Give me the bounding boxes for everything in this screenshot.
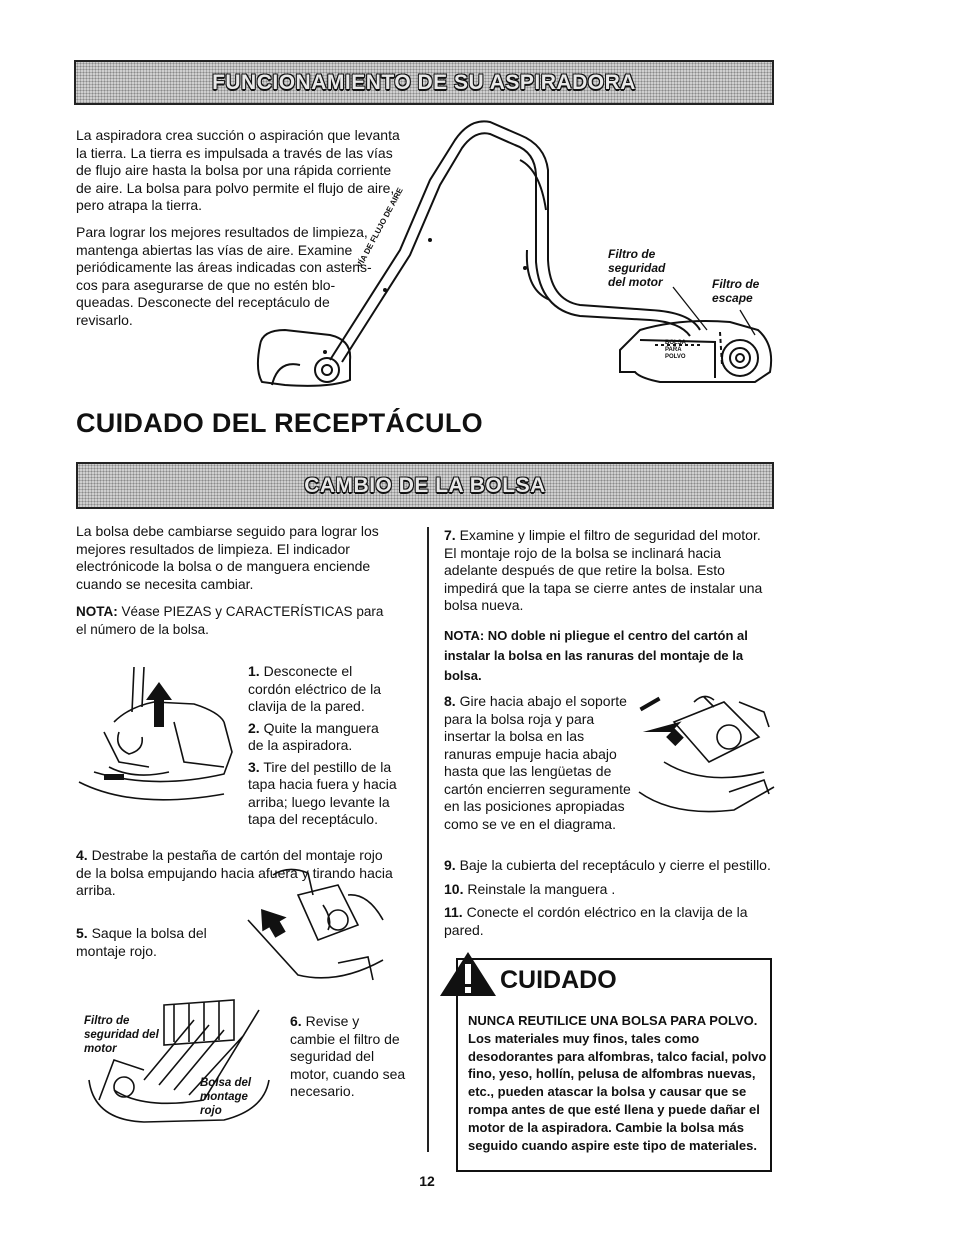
note-label: NOTA: [76, 604, 118, 619]
step-6 [290, 1013, 408, 1101]
step-5-text [76, 925, 216, 960]
steps-1-3 [248, 663, 398, 839]
step-5 [76, 925, 216, 960]
lid-lift-illustration [74, 662, 244, 822]
vacuum-illustration [0, 0, 954, 400]
step-number: 10. [444, 880, 464, 897]
step-10 [444, 881, 774, 899]
left-intro-text: La bolsa debe cambiarse seguido para lograr los mejores resultados de limpieza. El indicador electrónicode la bolsa o de manguera enciende cuando se necesita cambiar. [76, 523, 379, 592]
step-number: 5. [76, 925, 88, 941]
step-text: Desconecte el cordón eléctrico de la clavija de la pared. [248, 663, 382, 714]
step-8 [444, 693, 634, 833]
step-text: Saque la bolsa del montaje rojo. [76, 925, 207, 959]
step-number: 11. [444, 904, 463, 920]
note-pieces [76, 603, 391, 638]
step-9 [444, 857, 774, 875]
step-number: 3. [248, 758, 260, 775]
step-number: 4. [76, 847, 88, 863]
step-7-text [444, 527, 769, 615]
step-text: Examine y limpie el filtro de seguridad del motor. El montaje rojo de la bolsa se inclinará hacia adelante después de que retire la bolsa. Esto impedirá que la tapa se cierre antes de instalar una bolsa nueva. [444, 527, 763, 613]
step-8-text [444, 693, 634, 833]
step-text: Revise y cambie el filtro de seguridad del motor, cuando sea necesario. [290, 1013, 406, 1099]
step-text: Reinstale la manguera . [463, 880, 616, 897]
motor-filter-label: Filtro de seguridad del motor [608, 247, 666, 289]
intro-paragraph-2: Para lograr los mejores resultados de limpieza, mantenga abiertas las vías de aire. Examine periódicamente las áreas indicadas con asteris- cos para asegurarse de que no estén blo- queadas. Desconecte del receptáculo de revisarlo. [76, 224, 372, 328]
exhaust-filter-label: Filtro de escape [712, 277, 760, 305]
caution-title: CUIDADO [500, 966, 617, 994]
step-text: Tire del pestillo de la tapa hacia fuera y hacia arriba; luego levante la tapa del receptáculo. [248, 758, 397, 827]
fig-bag-mount-label: Bolsa del montage rojo [200, 1077, 252, 1117]
step-text: Quite la manguera de la aspiradora. [248, 719, 379, 753]
note-text: Véase PIEZAS y CARACTERÍSTICAS para el número de la bolsa. [76, 604, 384, 637]
banner-title: CAMBIO DE LA BOLSA [304, 473, 546, 497]
step-1 [248, 663, 398, 716]
step-number: 1. [248, 663, 260, 679]
bag-tab-illustration [238, 865, 388, 990]
step-number: 6. [290, 1013, 302, 1029]
step-6-text [290, 1013, 408, 1101]
step-11 [444, 904, 774, 939]
section-banner-bag-change [76, 462, 774, 509]
intro-paragraph-1: La aspiradora crea succión o aspiración que levanta la tierra. La tierra es impulsada a través de las vías de flujo aire hasta la bolsa por una rápida corriente de aire. La bolsa para polvo permite el flujo de aire, pero atrapa la tierra. [76, 127, 400, 213]
step-3 [248, 759, 398, 829]
column-divider [427, 527, 429, 1152]
step-2 [248, 720, 398, 755]
bag-insert-illustration [634, 692, 779, 817]
fig-motor-filter-label: Filtro de seguridad del motor [84, 1015, 159, 1055]
steps-9-11 [444, 857, 774, 949]
banner-title: FUNCIONAMIENTO DE SU ASPIRADORA [212, 70, 636, 94]
note-fold: NOTA: NO doble ni pliegue el centro del cartón al instalar la bolsa en las ranuras del montaje de la bolsa. [444, 628, 748, 683]
page-heading: CUIDADO DEL RECEPTÁCULO [76, 408, 483, 438]
step-number: 8. [444, 693, 456, 709]
step-number: 2. [248, 719, 260, 736]
step-number: 9. [444, 857, 456, 873]
left-intro [76, 523, 391, 648]
page-number: 12 [419, 1173, 435, 1189]
hose-flow-text: VÍA DE FLUJO DE AIRE [355, 186, 405, 270]
step-text: Conecte el cordón eléctrico en la clavija de la pared. [444, 904, 748, 938]
step-number: 7. [444, 527, 456, 543]
caution-text: NUNCA REUTILICE UNA BOLSA PARA POLVO. Los materiales muy finos, tales como desodorantes para alfombras, talco facial, polvo fino, yeso, hollín, pelusa de alfombras nuevas, etc., pueden atascar la bolsa y causar que se rompa antes de que esté llena y puede dañar el motor de la aspiradora. Cambie la bolsa más seguido cuando aspire este tipo de materiales. [468, 1013, 767, 1153]
step-text: Baje la cubierta del receptáculo y cierre el pestillo. [455, 857, 771, 873]
step-text: Gire hacia abajo el soporte para la bolsa roja y para insertar la bolsa en las ranuras empuje hacia abajo hasta que las lengüetas de cartón encierren seguramente en las posiciones apropiadas como se ve en el diagrama. [444, 693, 631, 832]
step-7 [444, 527, 769, 625]
step-text: Destrabe la pestaña de cartón del montaje rojo de la bolsa empujando hacia afuera y tirando hacia arriba. [76, 847, 393, 898]
bag-label: BOLSA PARA POLVO [665, 340, 686, 360]
warning-triangle-icon [438, 950, 498, 998]
